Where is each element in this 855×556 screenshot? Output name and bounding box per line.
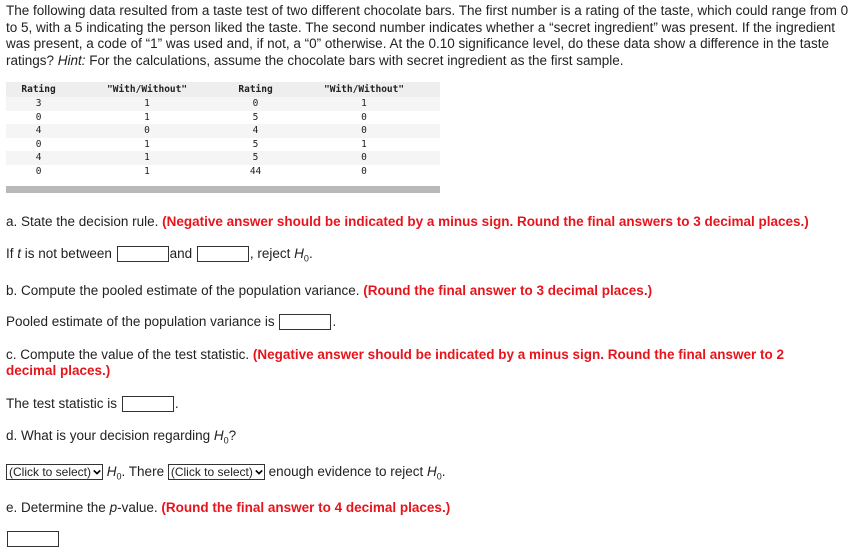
evidence-select-value: (Click to select): [170, 465, 253, 480]
table-cell: 0: [288, 124, 440, 138]
table-cell: 1: [144, 111, 150, 123]
table-row: [6, 124, 440, 138]
table-cell: 0: [71, 124, 223, 138]
table-cell: 0: [288, 151, 440, 165]
table-cell: 4: [223, 124, 288, 138]
answer-d-mid2: enough evidence to reject: [268, 464, 427, 479]
hint-label: Hint:: [57, 52, 86, 68]
h-subscript: 0: [116, 471, 122, 482]
table-cell: 1: [361, 138, 367, 150]
question-e-text2: -value.: [117, 500, 158, 515]
question-e-text: e. Determine the: [6, 500, 110, 515]
table-cell: 0: [223, 97, 288, 111]
table-cell: 0: [35, 165, 42, 177]
col-header: "With/Without": [71, 82, 223, 97]
test-statistic-input[interactable]: [122, 396, 174, 412]
upper-critical-input[interactable]: [197, 246, 249, 262]
table-cell: 5: [252, 111, 259, 123]
answer-a-suffix: , reject: [249, 246, 295, 261]
p-value-input[interactable]: [7, 531, 59, 547]
intro-text: The following data resulted from a taste test of two different chocolate bars. The first number is a rating of the taste, which could range from 0 to 5, with a 5 indicating the person liked the taste. The second number indicates whether a “secret ingredient” was present. If the ingredient was present, a code of “1” was used and, if not, a “0” otherwise. At the 0.10 significance level, do these data show a difference in the taste ratings?: [6, 3, 849, 68]
t-symbol: t: [17, 246, 22, 261]
h-subscript: 0: [436, 471, 442, 482]
question-b-text: b. Compute the pooled estimate of the population variance.: [6, 283, 360, 298]
table-row: [6, 165, 440, 179]
answer-b-end: .: [332, 314, 337, 329]
answer-a-row: [6, 246, 313, 264]
answer-a-prefix: If: [6, 246, 18, 261]
question-e-note: (Round the final answer to 4 decimal places.): [161, 500, 451, 515]
table-cell: 1: [71, 97, 223, 111]
answer-b-row: [6, 314, 336, 330]
table-row: [6, 97, 440, 111]
table-scrollbar[interactable]: [6, 186, 440, 193]
question-e: [6, 500, 450, 515]
h-symbol: H: [213, 428, 224, 443]
test-statistic-label: The test statistic is: [6, 396, 118, 411]
evidence-select[interactable]: [168, 464, 265, 480]
pooled-variance-label: Pooled estimate of the population variance is: [6, 314, 275, 329]
answer-d-mid1: . There: [121, 464, 165, 479]
question-c-text: c. Compute the value of the test statistic.: [6, 347, 250, 362]
col-header: Rating: [223, 82, 288, 97]
chevron-down-icon: [93, 468, 101, 476]
table-cell: 3: [6, 97, 71, 111]
question-a: [6, 214, 826, 230]
table-cell: 5: [252, 138, 259, 150]
data-table: [6, 82, 440, 178]
pooled-variance-input[interactable]: [279, 314, 331, 330]
question-b-note: (Round the final answer to 3 decimal places.): [363, 283, 653, 298]
table-header-row: [6, 82, 440, 97]
h-symbol: H: [106, 464, 117, 479]
table-row: [6, 111, 440, 125]
question-c: [6, 347, 826, 379]
question-a-note: (Negative answer should be indicated by a minus sign. Round the final answers to 3 decimal places.): [162, 214, 809, 229]
answer-c-row: [6, 396, 179, 412]
table-cell: 44: [249, 165, 262, 177]
question-c-note: (Negative answer should be indicated by a minus sign. Round the final answer to 2 decimal places.): [6, 347, 784, 378]
table-cell: 1: [144, 165, 150, 177]
table-cell: 1: [288, 97, 440, 111]
hint-text: For the calculations, assume the chocolate bars with secret ingredient as the first sample.: [85, 52, 624, 68]
and-label: and: [169, 246, 193, 261]
col-header: Rating: [6, 82, 71, 97]
answer-e-row: [6, 531, 60, 547]
chevron-down-icon: [255, 468, 263, 476]
answer-c-end: .: [174, 396, 179, 411]
decision-select[interactable]: [6, 464, 103, 480]
decision-select-value: (Click to select): [9, 465, 92, 480]
question-b: [6, 283, 652, 298]
h-symbol: H: [427, 464, 437, 479]
table-cell: 1: [144, 138, 150, 150]
table-cell: 0: [35, 111, 42, 123]
table-cell: 1: [71, 151, 223, 165]
table-cell: 0: [35, 138, 42, 150]
question-d: [6, 428, 236, 446]
answer-d-row: [6, 464, 446, 482]
table-cell: 0: [361, 165, 367, 177]
h-symbol: H: [294, 246, 304, 261]
h-subscript: 0: [303, 253, 309, 264]
answer-a-mid: is not between: [21, 246, 112, 261]
table-cell: 0: [361, 111, 367, 123]
table-row: [6, 151, 440, 165]
answer-a-end: .: [308, 246, 313, 261]
table-cell: 4: [6, 151, 71, 165]
table-cell: 4: [6, 124, 71, 138]
answer-d-end: .: [441, 464, 446, 479]
question-d-text: d. What is your decision regarding: [6, 428, 214, 443]
question-d-end: ?: [228, 428, 237, 443]
table-row: [6, 138, 440, 152]
col-header: "With/Without": [288, 82, 440, 97]
lower-critical-input[interactable]: [117, 246, 169, 262]
problem-intro: [6, 3, 851, 69]
table-cell: 5: [223, 151, 288, 165]
p-symbol: p: [109, 500, 118, 515]
h-subscript: 0: [223, 435, 229, 446]
question-a-text: a. State the decision rule.: [6, 214, 159, 229]
